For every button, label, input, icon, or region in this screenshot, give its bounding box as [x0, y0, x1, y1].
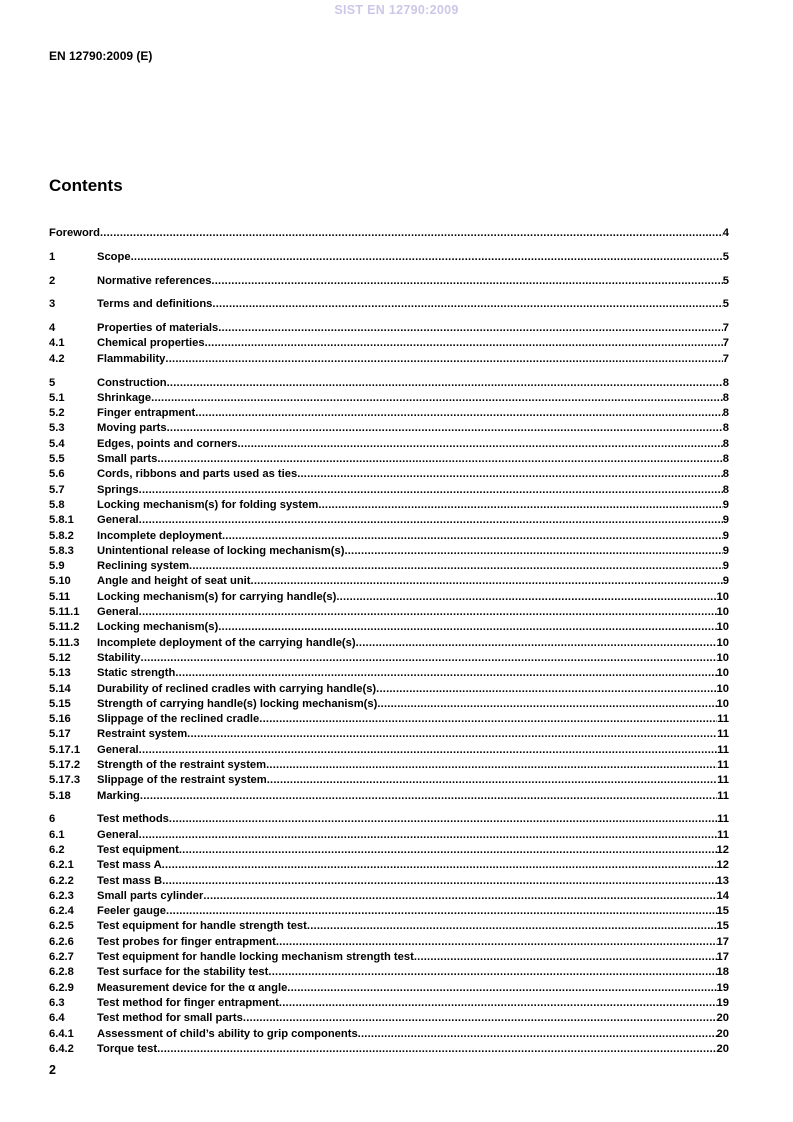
- watermark: SIST EN 12790:2009: [334, 3, 459, 17]
- toc-entry-number: 5.11: [49, 590, 71, 603]
- toc-entry-leader-dots: [268, 965, 716, 980]
- toc-entry-number: 5.11.2: [49, 621, 80, 634]
- toc-entry-page: 14: [716, 889, 729, 902]
- toc-entry-page: 10: [716, 590, 729, 603]
- toc-entry[interactable]: [49, 467, 729, 482]
- toc-entry-page: 7: [722, 337, 729, 350]
- toc-entry[interactable]: [49, 773, 729, 788]
- toc-entry-page: 12: [716, 859, 729, 872]
- toc-entry-title: Springs: [97, 483, 139, 496]
- toc-entry-title: Small parts: [97, 453, 158, 466]
- toc-entry[interactable]: [49, 636, 729, 651]
- toc-entry-number: 6.2.8: [49, 966, 74, 979]
- toc-entry-leader-dots: [251, 574, 723, 589]
- toc-entry-number: 5.12: [49, 651, 71, 664]
- toc-entry-title: General: [97, 828, 139, 841]
- toc-entry-page: 20: [716, 1027, 729, 1040]
- toc-entry-number: 6.2.3: [49, 889, 74, 902]
- toc-entry[interactable]: [49, 743, 729, 758]
- toc-entry-page: 9: [722, 498, 729, 511]
- toc-entry-leader-dots: [139, 743, 718, 758]
- toc-entry-number: 2: [49, 274, 56, 287]
- toc-entry-number: 5.17.2: [49, 759, 81, 771]
- toc-entry-title: Incomplete deployment: [97, 529, 222, 542]
- toc-entry-number: 5.16: [49, 713, 71, 726]
- toc-entry-page: 11: [717, 813, 729, 826]
- toc-entry-number: 4.1: [49, 337, 65, 350]
- toc-entry-page: 11: [717, 828, 729, 841]
- toc-entry[interactable]: [49, 321, 729, 336]
- toc-entry[interactable]: [49, 712, 729, 727]
- toc-entry-leader-dots: [414, 950, 717, 965]
- toc-entry-page: 10: [716, 606, 729, 619]
- toc-entry-leader-dots: [203, 889, 716, 904]
- toc-entry-leader-dots: [175, 666, 716, 681]
- toc-entry-page: 5: [722, 250, 729, 263]
- toc-entry-page: 11: [717, 759, 729, 771]
- toc-entry-number: 4: [49, 322, 56, 335]
- document-id: EN 12790:2009 (E): [49, 49, 153, 63]
- toc-entry-leader-dots: [259, 712, 717, 727]
- toc-entry-number: 5.3: [49, 422, 65, 435]
- toc-entry-leader-dots: [276, 935, 717, 950]
- toc-entry[interactable]: [49, 226, 729, 241]
- toc-entry[interactable]: [49, 605, 729, 620]
- toc-entry-page: 9: [722, 514, 729, 527]
- toc-entry-page: 5: [722, 274, 729, 287]
- toc-entry-leader-dots: [139, 513, 723, 528]
- toc-entry-title: Terms and definitions: [97, 298, 213, 311]
- toc-entry-number: 6.2.4: [49, 905, 74, 918]
- toc-entry-title: Angle and height of seat unit: [97, 575, 251, 588]
- toc-entry-number: 6.1: [49, 828, 65, 841]
- toc-entry[interactable]: [49, 1027, 729, 1042]
- toc-entry[interactable]: [49, 828, 729, 843]
- toc-entry-page: 13: [716, 874, 729, 887]
- toc-entry-title: Strength of the restraint system: [97, 759, 267, 771]
- toc-entry-leader-dots: [167, 376, 723, 391]
- toc-entry-page: 11: [717, 743, 729, 756]
- toc-entry-page: 10: [716, 697, 729, 710]
- toc-entry-leader-dots: [238, 437, 723, 452]
- toc-entry[interactable]: [49, 352, 729, 367]
- toc-entry-title: Small parts cylinder: [97, 889, 204, 902]
- toc-entry[interactable]: [49, 376, 729, 391]
- toc-entry-title: Chemical properties: [97, 337, 205, 350]
- toc-entry-title: Test equipment for handle strength test: [97, 920, 307, 933]
- toc-entry-number: 5.9: [49, 560, 65, 573]
- toc-entry[interactable]: [49, 651, 729, 666]
- toc-entry-title: Slippage of the restraint system: [97, 774, 267, 787]
- toc-entry-page: 20: [716, 1012, 729, 1025]
- toc-entry-page: 8: [722, 437, 729, 450]
- toc-entry[interactable]: [49, 950, 729, 965]
- toc-entry[interactable]: [49, 297, 729, 312]
- toc-entry-page: 17: [716, 951, 729, 964]
- toc-entry[interactable]: [49, 336, 729, 351]
- toc-entry-leader-dots: [243, 1011, 717, 1026]
- toc-entry-number: 6.2.9: [49, 981, 74, 994]
- toc-entry-title: Properties of materials: [97, 322, 219, 335]
- toc-entry-title: Restraint system: [97, 728, 188, 741]
- toc-entry-number: 6.2.1: [49, 859, 74, 872]
- toc-entry-page: 20: [716, 1042, 729, 1055]
- toc-entry-title: Test equipment for handle locking mechanism strength test: [97, 951, 414, 964]
- toc-entry-title: Construction: [97, 376, 167, 389]
- toc-entry-title: Moving parts: [97, 422, 167, 435]
- toc-entry-leader-dots: [211, 274, 722, 289]
- toc-entry-number: 5.10: [49, 575, 71, 588]
- toc-entry-title: Edges, points and corners: [97, 437, 238, 450]
- toc-entry-leader-dots: [318, 498, 722, 513]
- toc-entry-page: 11: [717, 713, 729, 726]
- toc-entry-title: Test mass B: [97, 874, 163, 887]
- toc-entry-page: 8: [722, 391, 729, 404]
- toc-entry[interactable]: [49, 1011, 729, 1026]
- toc-entry-number: 5.14: [49, 682, 71, 695]
- toc-entry-leader-dots: [131, 250, 723, 265]
- toc-entry[interactable]: [49, 965, 729, 980]
- toc-entry-leader-dots: [222, 529, 723, 544]
- toc-entry[interactable]: [49, 1042, 729, 1057]
- toc-entry-number: 6.4.1: [49, 1027, 74, 1040]
- toc-entry[interactable]: [49, 620, 729, 635]
- toc-entry[interactable]: [49, 935, 729, 950]
- toc-entry-leader-dots: [376, 682, 716, 697]
- toc-entry-title: Foreword: [49, 227, 100, 239]
- toc-entry-leader-dots: [195, 406, 723, 421]
- toc-entry-leader-dots: [356, 636, 717, 651]
- toc-entry-number: 5.17.1: [49, 743, 81, 756]
- toc-entry-leader-dots: [358, 1027, 717, 1042]
- toc-entry-page: 5: [722, 298, 729, 311]
- toc-entry-leader-dots: [344, 544, 722, 559]
- toc-entry-page: 11: [717, 728, 729, 741]
- table-of-contents: [49, 226, 729, 1057]
- toc-entry-title: Test mass A: [97, 859, 162, 872]
- toc-entry-page: 10: [716, 651, 729, 664]
- toc-entry-leader-dots: [212, 297, 722, 312]
- toc-entry-title: Strength of carrying handle(s) locking mechanism(s): [97, 697, 378, 710]
- toc-entry-page: 10: [716, 621, 729, 634]
- toc-entry-leader-dots: [169, 812, 717, 827]
- toc-entry-leader-dots: [151, 391, 723, 406]
- toc-entry-title: Flammability: [97, 352, 166, 365]
- toc-entry-page: 9: [722, 544, 729, 557]
- toc-entry-leader-dots: [297, 467, 723, 482]
- toc-entry-number: 5.13: [49, 667, 71, 680]
- toc-entry-page: 8: [722, 376, 729, 389]
- toc-entry-title: Shrinkage: [97, 391, 152, 404]
- toc-entry-title: General: [97, 743, 139, 756]
- toc-entry-leader-dots: [162, 858, 717, 873]
- toc-entry-page: 8: [722, 407, 729, 420]
- toc-entry-leader-dots: [157, 452, 722, 467]
- toc-entry-title: Unintentional release of locking mechanism(s): [97, 544, 345, 557]
- toc-entry-number: 6.2.5: [49, 920, 74, 933]
- toc-entry-leader-dots: [100, 226, 723, 241]
- toc-entry-title: Incomplete deployment of the carrying handle(s): [97, 636, 356, 649]
- toc-entry-leader-dots: [167, 421, 723, 436]
- toc-entry[interactable]: [49, 452, 729, 467]
- toc-entry-number: 5.7: [49, 483, 65, 496]
- toc-entry-title: Measurement device for the α angle: [97, 981, 288, 994]
- toc-entry-leader-dots: [157, 1042, 716, 1057]
- toc-entry-page: 10: [716, 636, 729, 649]
- toc-entry-number: 5.8.2: [49, 529, 74, 542]
- toc-entry-page: 7: [722, 352, 729, 365]
- toc-entry-leader-dots: [205, 336, 723, 351]
- toc-entry-number: 5.8.1: [49, 514, 74, 527]
- toc-entry[interactable]: [49, 498, 729, 513]
- toc-entry-number: 6.4: [49, 1012, 65, 1025]
- toc-entry-leader-dots: [218, 321, 723, 336]
- page-number: 2: [49, 1063, 56, 1077]
- toc-entry[interactable]: [49, 889, 729, 904]
- toc-entry-number: 5.15: [49, 697, 71, 710]
- toc-entry-leader-dots: [139, 828, 718, 843]
- toc-entry-title: Feeler gauge: [97, 905, 167, 918]
- toc-entry-number: 6.3: [49, 996, 65, 1009]
- toc-entry-title: General: [97, 606, 139, 619]
- toc-entry[interactable]: [49, 727, 729, 742]
- toc-entry-title: Locking mechanism(s) for carrying handle(s): [97, 590, 337, 603]
- toc-entry-title: Test methods: [97, 813, 169, 826]
- toc-entry-leader-dots: [187, 727, 717, 742]
- toc-entry[interactable]: [49, 874, 729, 889]
- toc-entry[interactable]: [49, 919, 729, 934]
- toc-entry[interactable]: [49, 590, 729, 605]
- toc-entry-leader-dots: [140, 789, 717, 804]
- toc-entry-number: 5.18: [49, 789, 71, 802]
- toc-entry[interactable]: [49, 812, 729, 827]
- toc-entry-number: 5.17: [49, 728, 71, 741]
- toc-entry-title: Slippage of the reclined cradle: [97, 713, 260, 726]
- toc-entry-number: 5.11.3: [49, 636, 80, 649]
- toc-entry[interactable]: [49, 250, 729, 265]
- toc-entry-leader-dots: [377, 697, 716, 712]
- toc-entry[interactable]: [49, 559, 729, 574]
- toc-entry-title: Torque test: [97, 1042, 158, 1055]
- toc-entry-number: 6.2.7: [49, 951, 74, 964]
- toc-entry-number: 5.5: [49, 453, 65, 466]
- toc-entry[interactable]: [49, 437, 729, 452]
- toc-entry-title: Test method for small parts: [97, 1012, 243, 1025]
- toc-entry[interactable]: [49, 697, 729, 712]
- toc-entry-number: 5.4: [49, 437, 65, 450]
- toc-entry-leader-dots: [267, 773, 717, 788]
- toc-entry[interactable]: [49, 758, 729, 773]
- toc-entry[interactable]: [49, 421, 729, 436]
- toc-entry-number: 5: [49, 376, 56, 389]
- toc-entry[interactable]: [49, 406, 729, 421]
- toc-entry-title: Marking: [97, 789, 140, 802]
- toc-entry-page: 17: [716, 935, 729, 948]
- contents-heading: Contents: [49, 176, 123, 195]
- toc-entry[interactable]: [49, 666, 729, 681]
- toc-entry-title: Stability: [97, 651, 141, 664]
- toc-entry[interactable]: [49, 574, 729, 589]
- toc-entry-page: 8: [722, 453, 729, 466]
- toc-entry-page: 15: [716, 905, 729, 918]
- toc-entry-title: Test method for finger entrapment: [97, 996, 279, 1009]
- toc-entry[interactable]: [49, 529, 729, 544]
- toc-entry-title: Test surface for the stability test: [97, 966, 269, 979]
- toc-entry-title: Assessment of child’s ability to grip components: [97, 1027, 358, 1040]
- toc-entry-number: 5.8.3: [49, 544, 74, 557]
- toc-entry-page: 15: [716, 920, 729, 933]
- toc-entry-title: General: [97, 514, 139, 527]
- toc-entry-leader-dots: [179, 843, 717, 858]
- toc-entry-leader-dots: [336, 590, 716, 605]
- toc-entry-title: Locking mechanism(s): [97, 621, 219, 634]
- toc-entry-page: 10: [716, 682, 729, 695]
- toc-entry-page: 4: [722, 227, 729, 239]
- toc-entry-number: 5.17.3: [49, 774, 81, 787]
- toc-entry-title: Static strength: [97, 667, 176, 680]
- toc-entry-page: 18: [716, 966, 729, 979]
- toc-entry-leader-dots: [166, 904, 717, 919]
- toc-entry-leader-dots: [307, 919, 717, 934]
- toc-entry[interactable]: [49, 843, 729, 858]
- toc-entry-page: 9: [722, 575, 729, 588]
- toc-entry-title: Scope: [97, 250, 131, 263]
- toc-entry-page: 12: [716, 843, 729, 856]
- toc-entry-leader-dots: [266, 758, 717, 773]
- toc-entry[interactable]: [49, 789, 729, 804]
- toc-entry-title: Reclining system: [97, 560, 190, 573]
- toc-entry-leader-dots: [165, 352, 722, 367]
- toc-entry-number: 6.2.6: [49, 935, 74, 948]
- toc-entry-leader-dots: [139, 483, 723, 498]
- toc-entry-title: Test probes for finger entrapment: [97, 935, 276, 948]
- toc-entry-page: 19: [716, 981, 729, 994]
- toc-entry-title: Normative references: [97, 274, 212, 287]
- toc-entry-title: Finger entrapment: [97, 407, 196, 420]
- toc-entry-number: 6.2.2: [49, 874, 74, 887]
- toc-entry-number: 5.1: [49, 391, 65, 404]
- toc-entry-leader-dots: [141, 651, 717, 666]
- toc-entry[interactable]: [49, 981, 729, 996]
- toc-entry[interactable]: [49, 858, 729, 873]
- toc-entry-title: Durability of reclined cradles with carrying handle(s): [97, 682, 377, 695]
- toc-entry-leader-dots: [279, 996, 717, 1011]
- toc-entry-leader-dots: [139, 605, 717, 620]
- toc-entry-title: Locking mechanism(s) for folding system: [97, 498, 319, 511]
- toc-entry-page: 8: [722, 483, 729, 496]
- toc-entry-leader-dots: [287, 981, 716, 996]
- toc-entry-page: 19: [716, 996, 729, 1009]
- toc-entry[interactable]: [49, 904, 729, 919]
- toc-entry[interactable]: [49, 996, 729, 1011]
- toc-entry-page: 9: [722, 560, 729, 573]
- toc-entry[interactable]: [49, 274, 729, 289]
- toc-entry-page: 8: [722, 468, 729, 481]
- toc-entry-page: 10: [716, 667, 729, 680]
- toc-entry-title: Cords, ribbons and parts used as ties: [97, 468, 298, 481]
- toc-entry[interactable]: [49, 391, 729, 406]
- toc-entry-leader-dots: [218, 620, 716, 635]
- toc-entry-page: 8: [722, 422, 729, 435]
- toc-entry-number: 5.6: [49, 468, 65, 481]
- toc-entry-page: 9: [722, 529, 729, 542]
- toc-entry[interactable]: [49, 544, 729, 559]
- toc-entry-leader-dots: [189, 559, 723, 574]
- toc-entry-number: 6.2: [49, 843, 65, 856]
- toc-entry-page: 11: [717, 774, 729, 787]
- toc-entry-title: Test equipment: [97, 843, 179, 856]
- toc-entry-number: 1: [49, 250, 56, 263]
- toc-entry-number: 3: [49, 298, 56, 311]
- toc-entry-number: 5.8: [49, 498, 65, 511]
- toc-entry-page: 7: [722, 322, 729, 335]
- toc-entry-number: 6.4.2: [49, 1042, 74, 1055]
- toc-entry[interactable]: [49, 682, 729, 697]
- toc-entry[interactable]: [49, 483, 729, 498]
- toc-entry-page: 11: [717, 789, 729, 802]
- toc-entry-number: 5.11.1: [49, 606, 80, 619]
- toc-entry[interactable]: [49, 513, 729, 528]
- toc-entry-number: 6: [49, 813, 56, 826]
- toc-entry-number: 5.2: [49, 407, 65, 420]
- toc-entry-number: 4.2: [49, 352, 65, 365]
- toc-entry-leader-dots: [162, 874, 716, 889]
